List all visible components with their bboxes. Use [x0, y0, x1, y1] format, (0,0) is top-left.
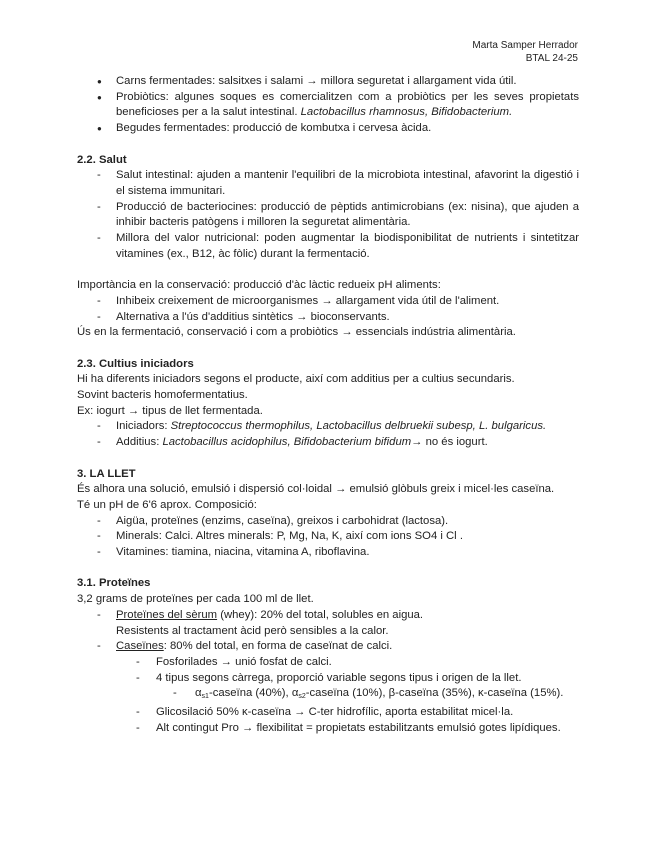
casein-types-item: - $\alpha_{s1}$-caseïna (40%), $\alpha_{s2}$-caseïna (10%), β-caseïna (35%), κ-caseïna (15%).	[77, 686, 579, 705]
bullet-fermented-meats: ● Carns fermentades: salsitxes i salami → millora seguretat i allargament vida útil.	[77, 74, 579, 90]
list-item: - Alternativa a l'ús d'additius sintètics → bioconservants.	[77, 310, 579, 326]
paragraph-line: 3,2 grams de proteïnes per cada 100 ml de llet.	[77, 593, 314, 606]
list-item: - Alt contingut Pro → flexibilitat = propietats estabilitzants emulsió gotes lipídiques.	[77, 721, 579, 737]
paragraph-line: Té un pH de 6'6 aprox. Composició:	[77, 498, 257, 511]
paragraph-line: Hi ha diferents iniciadors segons el producte, així com additius per a cultius secundaris.	[77, 373, 515, 386]
conservation-closing: Ús en la fermentació, conservació i com a probiòtics → essencials indústria alimentària.	[77, 326, 516, 339]
paragraph-line: Ex: iogurt → tipus de llet fermentada.	[77, 404, 263, 417]
serum-proteins-item: - Proteïnes del sèrum (whey): 20% del total, solubles en aigua.	[77, 608, 579, 624]
list-item: - Aigüa, proteïnes (enzims, caseïna), greixos i carbohidrat (lactosa).	[77, 514, 579, 530]
list-item: - Producció de bacteriocines: producció de pèptids antimicrobians (ex: nisina), que ajuden a inhibir bacteris patògens i milloren la seguretat alimentària.	[77, 200, 579, 231]
list-item: - Salut intestinal: ajuden a mantenir l'equilibri de la microbiota intestinal, afavorint la digestió i el sistema immunitari.	[77, 168, 579, 199]
list-item: - 4 tipus segons càrrega, proporció variable segons tipus i origen de la llet.	[77, 671, 579, 687]
section-heading-llet: 3. LA LLET	[77, 467, 136, 480]
author-name: Marta Samper Herrador	[472, 40, 578, 51]
section-heading-proteines: 3.1. Proteïnes	[77, 577, 151, 590]
list-item: - Minerals: Calci. Altres minerals: P, Mg, Na, K, així com ions SO4 i Cl .	[77, 529, 579, 545]
caseins-item: - Caseïnes: 80% del total, en forma de caseïnat de calci.	[77, 639, 579, 655]
section-heading-cultius: 2.3. Cultius iniciadors	[77, 357, 194, 370]
list-item: - Fosforilades → unió fosfat de calci.	[77, 655, 579, 671]
initiators-item: - Iniciadors: Streptococcus thermophilus, Lactobacillus delbruekii subesp, L. bulgaricus.	[77, 419, 579, 435]
bullet-probiotics: ● Probiòtics: algunes soques es comercialitzen com a probiòtics per les seves propietats beneficioses per a la salut intestinal. Lactobacillus rhamnosus, Bifidobacterium.	[77, 90, 579, 121]
course-code: BTAL 24-25	[525, 53, 578, 64]
additives-item: - Additius: Lactobacillus acidophilus, Bifidobacterium bifidum→ no és iogurt.	[77, 435, 579, 451]
list-item: - Millora del valor nutricional: poden augmentar la biodisponibilitat de nutrients i sintetitzar vitamines (ex., B12, àc fòlic) durant la fermentació.	[77, 231, 579, 262]
section-heading-salut: 2.2. Salut	[77, 153, 127, 166]
conservation-intro: Importància en la conservació: producció d'àc làctic redueix pH aliments:	[77, 279, 441, 292]
bullet-fermented-drinks: ● Begudes fermentades: producció de kombutxa i cervesa àcida.	[77, 121, 579, 137]
probiotic-species: Lactobacillus rhamnosus, Bifidobacterium.	[300, 106, 513, 119]
paragraph-line: És alhora una solució, emulsió i dispersió col·loidal → emulsió glòbuls greix i micel·les caseïna.	[77, 483, 555, 496]
document-body	[77, 74, 579, 736]
list-item: - Vitamines: tiamina, niacina, vitamina A, riboflavina.	[77, 545, 579, 561]
list-item: - Inhibeix creixement de microorganismes → allargament vida útil de l'aliment.	[77, 294, 579, 310]
paragraph-line: Sovint bacteris homofermentatius.	[77, 389, 248, 402]
page-header	[472, 39, 578, 65]
list-item: - Glicosilació 50% κ-caseïna → C-ter hidrofílic, aporta estabilitat micel·la.	[77, 705, 579, 721]
serum-proteins-continuation: Resistents al tractament àcid però sensibles a la calor.	[116, 624, 389, 637]
